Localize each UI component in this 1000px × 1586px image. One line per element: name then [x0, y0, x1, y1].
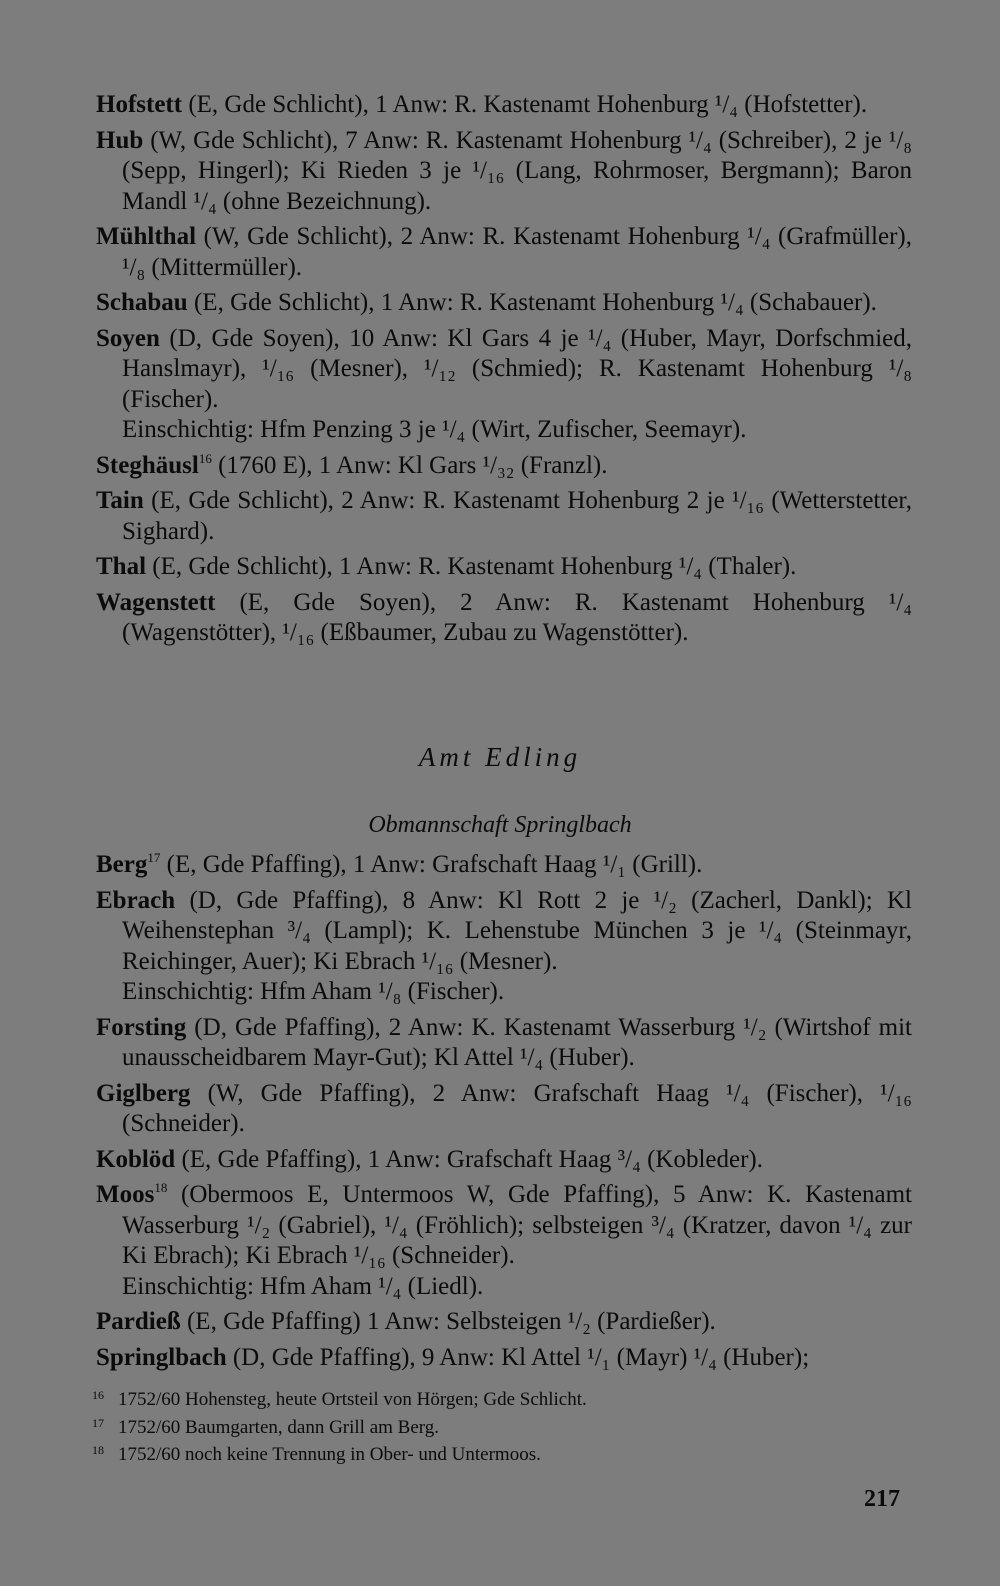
entry-ebrach	[96, 886, 912, 1008]
entry-text: (E, Gde Schlicht), 1 Anw: R. Kastenamt Hohenburg ¹/₄ (Hofstetter).	[182, 91, 868, 118]
entry-text: (E, Gde Pfaffing) 1 Anw: Selbsteigen ¹/₂ (Pardießer).	[180, 1308, 716, 1335]
entry-kobloed	[96, 1145, 912, 1176]
entry-forsting	[96, 1013, 912, 1074]
entry-soyen	[96, 324, 912, 446]
entry-giglberg	[96, 1079, 912, 1140]
entry-steghaeusl	[96, 451, 912, 482]
footnote-17	[92, 1412, 892, 1440]
entry-name: Hofstett	[96, 91, 183, 118]
entry-name: Thal	[96, 553, 147, 580]
subsection-heading: Obmannschaft Springlbach	[368, 812, 632, 838]
entry-name: Koblöd	[96, 1145, 176, 1173]
footnotes	[92, 1384, 892, 1467]
entry-moos	[96, 1180, 912, 1302]
entry-list-top	[96, 90, 912, 654]
footnote-number: 17	[92, 1415, 104, 1430]
entry-text: (D, Gde Pfaffing), 2 Anw: K. Kastenamt Wasserburg ¹/₂ (Wirtshof mit unausscheidbarem Mayr-Gut); Kl Attel ¹/₄ (Huber).	[122, 1013, 912, 1071]
entry-wagenstett	[96, 588, 912, 649]
entry-text: (E, Gde Pfaffing), 1 Anw: Grafschaft Haag ³/₄ (Kobleder).	[175, 1145, 763, 1173]
entry-text: (E, Gde Schlicht), 1 Anw: R. Kastenamt Hohenburg ¹/₄ (Thaler).	[146, 553, 797, 580]
entry-text: (D, Gde Pfaffing), 8 Anw: Kl Rott 2 je ¹/₂ (Zacherl, Dankl); Kl Weihenstephan ³/₄ (Lampl); K. Lehenstube München 3 je ¹/₄ (Steinmayr, Reichinger, Auer); Ki Ebrach ¹/₁₆ (Mesner).	[122, 886, 912, 975]
entry-name: Pardieß	[96, 1308, 181, 1335]
entry-berg	[96, 850, 912, 881]
entry-name: Schabau	[96, 289, 188, 316]
entry-muehlthal	[96, 222, 912, 283]
entry-text: (E, Gde Schlicht), 2 Anw: R. Kastenamt Hohenburg 2 je ¹/₁₆ (Wetterstetter, Sighard).	[122, 487, 912, 545]
entry-text: (E, Gde Pfaffing), 1 Anw: Grafschaft Haag ¹/₁ (Grill).	[160, 851, 703, 878]
entry-name: Mühlthal	[96, 223, 197, 250]
footnote-text: 1752/60 noch keine Trennung in Ober- und Untermoos.	[118, 1444, 541, 1465]
entry-name: Soyen	[96, 324, 160, 352]
entry-springlbach	[96, 1343, 912, 1374]
entry-name: Moos	[96, 1181, 155, 1208]
entry-text: (D, Gde Soyen), 10 Anw: Kl Gars 4 je ¹/₄ (Huber, Mayr, Dorfschmied, Hanslmayr), ¹/₁₆ (Mesner), ¹/₁₂ (Schmied); R. Kastenamt Hohenburg ¹/₈ (Fischer).	[122, 324, 912, 413]
footnote-number: 16	[92, 1388, 104, 1402]
entry-name: Forsting	[96, 1013, 187, 1041]
entry-name: Tain	[96, 487, 144, 514]
entry-name: Hub	[96, 126, 144, 154]
entry-name: Giglberg	[96, 1079, 191, 1107]
entry-note: Einschichtig: Hfm Penzing 3 je ¹/₄ (Wirt, Zufischer, Seemayr).	[122, 416, 747, 443]
entry-note: Einschichtig: Hfm Aham ¹/₈ (Fischer).	[122, 978, 505, 1005]
entry-text: (1760 E), 1 Anw: Kl Gars ¹/₃₂ (Franzl).	[211, 451, 608, 479]
footnote-18	[92, 1439, 892, 1467]
entry-name: Wagenstett	[96, 588, 216, 616]
footnote-marker: 16	[198, 450, 212, 466]
footnote-marker: 17	[147, 850, 161, 865]
footnote-number: 18	[92, 1443, 104, 1457]
entry-name: Berg	[96, 851, 148, 878]
entry-name: Ebrach	[96, 886, 176, 914]
footnote-text: 1752/60 Hohensteg, heute Ortsteil von Hörgen; Gde Schlicht.	[118, 1389, 587, 1410]
entry-text: (W, Gde Schlicht), 7 Anw: R. Kastenamt Hohenburg ¹/₄ (Schreiber), 2 je ¹/₈ (Sepp, Hingerl); Ki Rieden 3 je ¹/₁₆ (Lang, Rohrmoser, Bergmann); Baron Mandl ¹/₄ (ohne Bezeichnung).	[122, 126, 912, 215]
entry-hub	[96, 126, 912, 218]
entry-text: (D, Gde Pfaffing), 9 Anw: Kl Attel ¹/₁ (Mayr) ¹/₄ (Huber);	[226, 1343, 810, 1371]
entry-list-bottom	[96, 850, 912, 1378]
entry-hofstett	[96, 90, 912, 121]
entry-text: (W, Gde Pfaffing), 2 Anw: Grafschaft Haag ¹/₄ (Fischer), ¹/₁₆ (Schneider).	[122, 1079, 912, 1137]
entry-schabau	[96, 288, 912, 319]
entry-text: (Obermoos E, Untermoos W, Gde Pfaffing), 5 Anw: K. Kastenamt Wasserburg ¹/₂ (Gabriel), ¹/₄ (Fröhlich); selbsteigen ³/₄ (Kratzer, davon ¹/₄ zur Ki Ebrach); Ki Ebrach ¹/₁₆ (Schneider).	[122, 1181, 912, 1269]
entry-text: (E, Gde Schlicht), 1 Anw: R. Kastenamt Hohenburg ¹/₄ (Schabauer).	[187, 289, 877, 316]
entry-text: (E, Gde Soyen), 2 Anw: R. Kastenamt Hohenburg ¹/₄ (Wagenstötter), ¹/₁₆ (Eßbaumer, Zubau zu Wagenstötter).	[122, 588, 912, 646]
entry-note: Einschichtig: Hfm Aham ¹/₄ (Liedl).	[122, 1272, 484, 1300]
entry-thal	[96, 552, 912, 583]
entry-tain	[96, 486, 912, 547]
footnote-text: 1752/60 Baumgarten, dann Grill am Berg.	[118, 1416, 440, 1438]
footnote-marker: 18	[154, 1180, 168, 1195]
footnote-16	[92, 1384, 892, 1412]
entry-text: (W, Gde Schlicht), 2 Anw: R. Kastenamt Hohenburg ¹/₄ (Grafmüller), ¹/₈ (Mittermüller).	[122, 223, 912, 281]
entry-pardiess	[96, 1307, 912, 1338]
section-heading: Amt Edling	[418, 742, 582, 772]
page-number: 217	[864, 1486, 900, 1512]
entry-name: Springlbach	[96, 1343, 227, 1371]
entry-name: Steghäusl	[96, 451, 199, 479]
